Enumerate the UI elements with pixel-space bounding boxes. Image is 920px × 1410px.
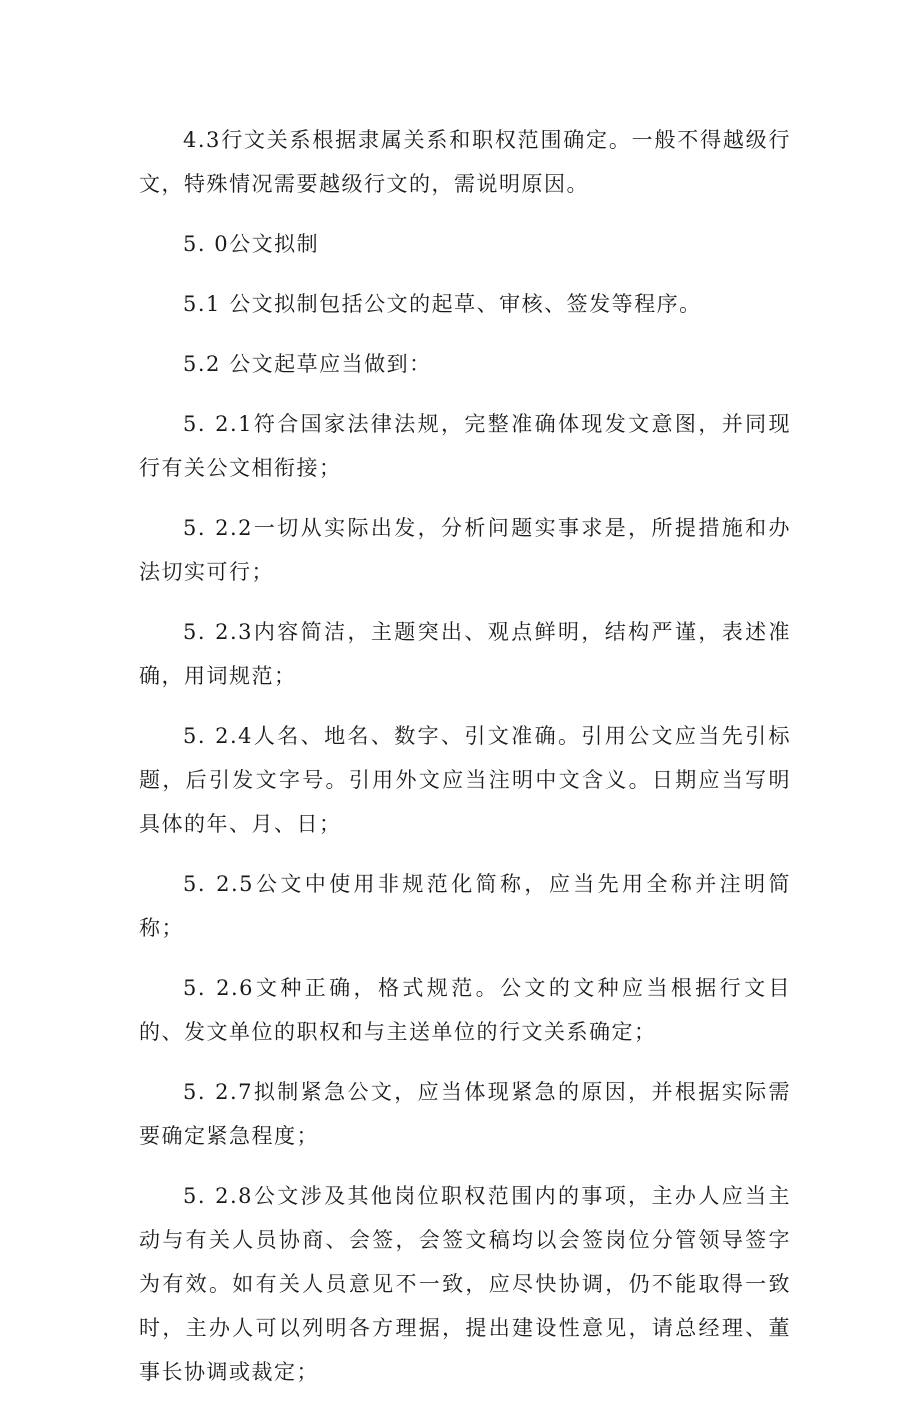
heading-5-0: 5. 0公文拟制 [183, 232, 320, 256]
paragraph-5-1: 5.1 公文拟制包括公文的起草、审核、签发等程序。 [183, 292, 702, 316]
paragraph-5-2-7: 5. 2.7拟制紧急公文，应当体现紧急的原因，并根据实际需要确定紧急程度； [139, 1080, 791, 1148]
paragraph-5-2-8: 5. 2.8公文涉及其他岗位职权范围内的事项，主办人应当主动与有关人员协商、会签，会签文稿均以会签岗位分管领导签字为有效。如有关人员意见不一致，应尽快协调，仍不能取得一致时，主办人可以列明各方理据，提出建设性意见，请总经理、董事长协调或裁定； [139, 1184, 791, 1384]
paragraph-5-2: 5.2 公文起草应当做到： [183, 352, 432, 376]
paragraph-5-2-4: 5. 2.4人名、地名、数字、引文准确。引用公文应当先引标题，后引发文字号。引用外文应当注明中文含义。日期应当写明具体的年、月、日； [139, 724, 791, 836]
paragraph-5-2-2: 5. 2.2一切从实际出发，分析问题实事求是，所提措施和办法切实可行； [139, 516, 791, 584]
paragraph-5-2-5: 5. 2.5公文中使用非规范化简称，应当先用全称并注明简称； [139, 872, 791, 940]
paragraph-5-2-3: 5. 2.3内容简洁，主题突出、观点鲜明，结构严谨，表述准确，用词规范； [139, 620, 791, 688]
paragraph-4-3: 4.3行文关系根据隶属关系和职权范围确定。一般不得越级行文，特殊情况需要越级行文的，需说明原因。 [139, 128, 791, 196]
paragraph-5-2-1: 5. 2.1符合国家法律法规，完整准确体现发文意图，并同现行有关公文相衔接； [139, 412, 791, 480]
paragraph-5-2-6: 5. 2.6文种正确，格式规范。公文的文种应当根据行文目的、发文单位的职权和与主送单位的行文关系确定； [139, 976, 791, 1044]
document-page [139, 118, 791, 1410]
